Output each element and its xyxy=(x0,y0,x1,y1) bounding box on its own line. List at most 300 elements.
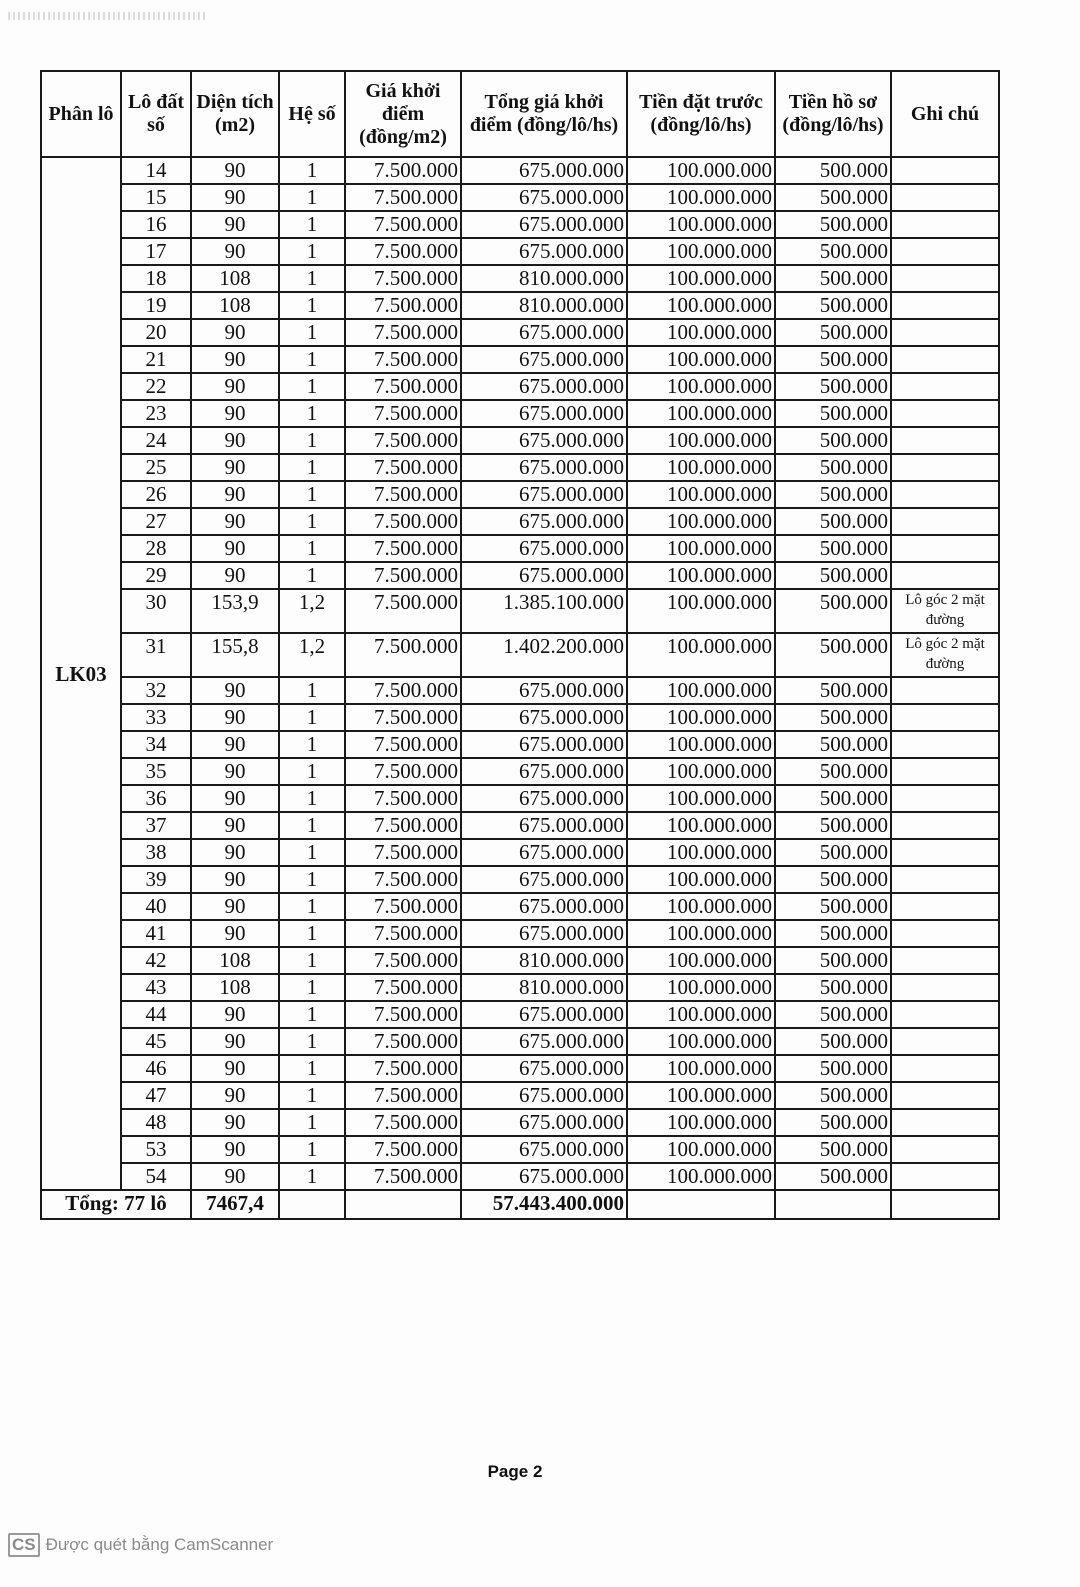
lot-number: 48 xyxy=(121,1109,191,1136)
table-row xyxy=(41,373,999,400)
table-row xyxy=(41,454,999,481)
total-starting-price: 675.000.000 xyxy=(461,427,627,454)
application-fee: 500.000 xyxy=(775,427,891,454)
camscanner-logo-icon: CS xyxy=(8,1533,40,1557)
table-row xyxy=(41,319,999,346)
deposit: 100.000.000 xyxy=(627,758,775,785)
total-starting-price: 675.000.000 xyxy=(461,893,627,920)
total-starting-price: 675.000.000 xyxy=(461,400,627,427)
total-starting-price: 810.000.000 xyxy=(461,265,627,292)
note: Lô góc 2 mặt đường xyxy=(891,589,999,633)
note xyxy=(891,481,999,508)
total-starting-price: 675.000.000 xyxy=(461,1055,627,1082)
deposit: 100.000.000 xyxy=(627,211,775,238)
deposit: 100.000.000 xyxy=(627,535,775,562)
lot-number: 46 xyxy=(121,1055,191,1082)
application-fee: 500.000 xyxy=(775,481,891,508)
application-fee: 500.000 xyxy=(775,785,891,812)
deposit: 100.000.000 xyxy=(627,481,775,508)
table-row xyxy=(41,1136,999,1163)
lot-area: 90 xyxy=(191,1001,279,1028)
deposit: 100.000.000 xyxy=(627,974,775,1001)
note: Lô góc 2 mặt đường xyxy=(891,633,999,677)
total-starting-price: 675.000.000 xyxy=(461,704,627,731)
note xyxy=(891,1028,999,1055)
note xyxy=(891,785,999,812)
deposit: 100.000.000 xyxy=(627,812,775,839)
total-starting-price: 675.000.000 xyxy=(461,184,627,211)
note xyxy=(891,1163,999,1190)
lot-number: 28 xyxy=(121,535,191,562)
total-starting-price: 675.000.000 xyxy=(461,481,627,508)
auction-lot-table xyxy=(40,70,1000,1220)
lot-number: 33 xyxy=(121,704,191,731)
application-fee: 500.000 xyxy=(775,184,891,211)
lot-number: 30 xyxy=(121,589,191,633)
lot-coefficient: 1,2 xyxy=(279,633,345,677)
starting-price-per-m2: 7.500.000 xyxy=(345,454,461,481)
total-starting-price: 675.000.000 xyxy=(461,1082,627,1109)
application-fee: 500.000 xyxy=(775,731,891,758)
deposit: 100.000.000 xyxy=(627,400,775,427)
total-starting-price: 675.000.000 xyxy=(461,866,627,893)
deposit: 100.000.000 xyxy=(627,920,775,947)
application-fee: 500.000 xyxy=(775,265,891,292)
lot-number: 34 xyxy=(121,731,191,758)
deposit: 100.000.000 xyxy=(627,633,775,677)
note xyxy=(891,812,999,839)
application-fee: 500.000 xyxy=(775,238,891,265)
table-row xyxy=(41,893,999,920)
header-row xyxy=(41,71,999,157)
starting-price-per-m2: 7.500.000 xyxy=(345,292,461,319)
note xyxy=(891,974,999,1001)
deposit: 100.000.000 xyxy=(627,866,775,893)
total-starting-price: 675.000.000 xyxy=(461,535,627,562)
application-fee: 500.000 xyxy=(775,633,891,677)
application-fee: 500.000 xyxy=(775,373,891,400)
lot-area: 108 xyxy=(191,947,279,974)
note xyxy=(891,920,999,947)
total-starting-price: 675.000.000 xyxy=(461,920,627,947)
lot-area: 90 xyxy=(191,481,279,508)
lot-coefficient: 1 xyxy=(279,1136,345,1163)
deposit: 100.000.000 xyxy=(627,508,775,535)
starting-price-per-m2: 7.500.000 xyxy=(345,839,461,866)
table-row xyxy=(41,400,999,427)
starting-price-per-m2: 7.500.000 xyxy=(345,947,461,974)
lot-area: 90 xyxy=(191,704,279,731)
starting-price-per-m2: 7.500.000 xyxy=(345,157,461,184)
starting-price-per-m2: 7.500.000 xyxy=(345,1001,461,1028)
total-starting-price: 675.000.000 xyxy=(461,211,627,238)
lot-coefficient: 1 xyxy=(279,947,345,974)
header-tien-ho-so: Tiền hồ sơ (đồng/lô/hs) xyxy=(775,71,891,157)
application-fee: 500.000 xyxy=(775,1109,891,1136)
table-row xyxy=(41,481,999,508)
starting-price-per-m2: 7.500.000 xyxy=(345,974,461,1001)
lot-number: 36 xyxy=(121,785,191,812)
table-row xyxy=(41,346,999,373)
lot-number: 27 xyxy=(121,508,191,535)
application-fee: 500.000 xyxy=(775,974,891,1001)
deposit: 100.000.000 xyxy=(627,265,775,292)
application-fee: 500.000 xyxy=(775,319,891,346)
application-fee: 500.000 xyxy=(775,346,891,373)
deposit: 100.000.000 xyxy=(627,1136,775,1163)
note xyxy=(891,319,999,346)
lot-coefficient: 1 xyxy=(279,346,345,373)
lot-coefficient: 1 xyxy=(279,265,345,292)
starting-price-per-m2: 7.500.000 xyxy=(345,1136,461,1163)
total-starting-price: 675.000.000 xyxy=(461,1136,627,1163)
application-fee: 500.000 xyxy=(775,1163,891,1190)
lot-coefficient: 1 xyxy=(279,785,345,812)
lot-number: 21 xyxy=(121,346,191,373)
lot-coefficient: 1 xyxy=(279,481,345,508)
starting-price-per-m2: 7.500.000 xyxy=(345,400,461,427)
lot-area: 108 xyxy=(191,265,279,292)
lot-coefficient: 1 xyxy=(279,1163,345,1190)
starting-price-per-m2: 7.500.000 xyxy=(345,184,461,211)
lot-coefficient: 1 xyxy=(279,812,345,839)
starting-price-per-m2: 7.500.000 xyxy=(345,373,461,400)
lot-number: 41 xyxy=(121,920,191,947)
starting-price-per-m2: 7.500.000 xyxy=(345,1082,461,1109)
lot-area: 90 xyxy=(191,785,279,812)
note xyxy=(891,758,999,785)
total-price: 57.443.400.000 xyxy=(461,1190,627,1219)
note xyxy=(891,373,999,400)
deposit: 100.000.000 xyxy=(627,292,775,319)
starting-price-per-m2: 7.500.000 xyxy=(345,812,461,839)
total-empty xyxy=(891,1190,999,1219)
lot-coefficient: 1 xyxy=(279,1082,345,1109)
table-row xyxy=(41,920,999,947)
lot-area: 90 xyxy=(191,893,279,920)
lot-area: 90 xyxy=(191,373,279,400)
lot-coefficient: 1 xyxy=(279,400,345,427)
lot-area: 90 xyxy=(191,508,279,535)
total-row xyxy=(41,1190,999,1219)
starting-price-per-m2: 7.500.000 xyxy=(345,589,461,633)
lot-coefficient: 1 xyxy=(279,319,345,346)
lot-number: 26 xyxy=(121,481,191,508)
group-label: LK03 xyxy=(41,157,121,1190)
lot-coefficient: 1 xyxy=(279,454,345,481)
deposit: 100.000.000 xyxy=(627,1109,775,1136)
lot-coefficient: 1 xyxy=(279,866,345,893)
lot-area: 90 xyxy=(191,319,279,346)
starting-price-per-m2: 7.500.000 xyxy=(345,346,461,373)
total-starting-price: 675.000.000 xyxy=(461,1001,627,1028)
page-number: Page 2 xyxy=(487,1462,543,1481)
lot-coefficient: 1 xyxy=(279,920,345,947)
note xyxy=(891,1109,999,1136)
lot-number: 38 xyxy=(121,839,191,866)
deposit: 100.000.000 xyxy=(627,1163,775,1190)
starting-price-per-m2: 7.500.000 xyxy=(345,677,461,704)
starting-price-per-m2: 7.500.000 xyxy=(345,866,461,893)
total-starting-price: 675.000.000 xyxy=(461,238,627,265)
application-fee: 500.000 xyxy=(775,1028,891,1055)
header-phan-lo: Phân lô xyxy=(41,71,121,157)
lot-coefficient: 1 xyxy=(279,893,345,920)
table-row xyxy=(41,1163,999,1190)
application-fee: 500.000 xyxy=(775,866,891,893)
starting-price-per-m2: 7.500.000 xyxy=(345,920,461,947)
application-fee: 500.000 xyxy=(775,677,891,704)
lot-area: 90 xyxy=(191,427,279,454)
table-row xyxy=(41,589,999,633)
note xyxy=(891,677,999,704)
starting-price-per-m2: 7.500.000 xyxy=(345,508,461,535)
note xyxy=(891,400,999,427)
camscanner-text: Được quét bằng CamScanner xyxy=(45,1535,274,1554)
application-fee: 500.000 xyxy=(775,292,891,319)
deposit: 100.000.000 xyxy=(627,373,775,400)
lot-coefficient: 1 xyxy=(279,974,345,1001)
table-row xyxy=(41,974,999,1001)
deposit: 100.000.000 xyxy=(627,731,775,758)
table-row xyxy=(41,731,999,758)
lot-number: 53 xyxy=(121,1136,191,1163)
lot-coefficient: 1 xyxy=(279,427,345,454)
application-fee: 500.000 xyxy=(775,812,891,839)
deposit: 100.000.000 xyxy=(627,1001,775,1028)
application-fee: 500.000 xyxy=(775,562,891,589)
lot-coefficient: 1 xyxy=(279,1001,345,1028)
note xyxy=(891,184,999,211)
total-starting-price: 675.000.000 xyxy=(461,758,627,785)
table-row xyxy=(41,157,999,184)
lot-coefficient: 1 xyxy=(279,184,345,211)
application-fee: 500.000 xyxy=(775,704,891,731)
note xyxy=(891,1055,999,1082)
starting-price-per-m2: 7.500.000 xyxy=(345,1163,461,1190)
table-row xyxy=(41,758,999,785)
lot-area: 108 xyxy=(191,292,279,319)
deposit: 100.000.000 xyxy=(627,785,775,812)
header-dien-tich: Diện tích (m2) xyxy=(191,71,279,157)
table-row xyxy=(41,184,999,211)
note xyxy=(891,292,999,319)
header-he-so: Hệ số xyxy=(279,71,345,157)
deposit: 100.000.000 xyxy=(627,947,775,974)
header-gia-khoi-diem: Giá khởi điểm (đồng/m2) xyxy=(345,71,461,157)
note xyxy=(891,508,999,535)
application-fee: 500.000 xyxy=(775,758,891,785)
total-empty xyxy=(279,1190,345,1219)
lot-number: 45 xyxy=(121,1028,191,1055)
lot-coefficient: 1 xyxy=(279,1055,345,1082)
table-row xyxy=(41,562,999,589)
total-starting-price: 675.000.000 xyxy=(461,346,627,373)
lot-area: 90 xyxy=(191,1136,279,1163)
lot-area: 90 xyxy=(191,866,279,893)
table-row xyxy=(41,427,999,454)
application-fee: 500.000 xyxy=(775,589,891,633)
lot-number: 19 xyxy=(121,292,191,319)
starting-price-per-m2: 7.500.000 xyxy=(345,633,461,677)
note xyxy=(891,839,999,866)
starting-price-per-m2: 7.500.000 xyxy=(345,758,461,785)
total-starting-price: 675.000.000 xyxy=(461,508,627,535)
total-starting-price: 675.000.000 xyxy=(461,157,627,184)
note xyxy=(891,704,999,731)
lot-area: 90 xyxy=(191,839,279,866)
table-row xyxy=(41,211,999,238)
note xyxy=(891,562,999,589)
starting-price-per-m2: 7.500.000 xyxy=(345,704,461,731)
total-starting-price: 810.000.000 xyxy=(461,974,627,1001)
application-fee: 500.000 xyxy=(775,211,891,238)
starting-price-per-m2: 7.500.000 xyxy=(345,731,461,758)
note xyxy=(891,238,999,265)
lot-number: 22 xyxy=(121,373,191,400)
lot-coefficient: 1 xyxy=(279,731,345,758)
lot-area: 90 xyxy=(191,920,279,947)
table-row xyxy=(41,866,999,893)
starting-price-per-m2: 7.500.000 xyxy=(345,481,461,508)
total-starting-price: 675.000.000 xyxy=(461,1028,627,1055)
starting-price-per-m2: 7.500.000 xyxy=(345,319,461,346)
starting-price-per-m2: 7.500.000 xyxy=(345,1055,461,1082)
deposit: 100.000.000 xyxy=(627,346,775,373)
application-fee: 500.000 xyxy=(775,400,891,427)
application-fee: 500.000 xyxy=(775,839,891,866)
lot-area: 90 xyxy=(191,184,279,211)
lot-area: 153,9 xyxy=(191,589,279,633)
lot-number: 14 xyxy=(121,157,191,184)
application-fee: 500.000 xyxy=(775,1001,891,1028)
total-starting-price: 1.402.200.000 xyxy=(461,633,627,677)
note xyxy=(891,866,999,893)
lot-area: 155,8 xyxy=(191,633,279,677)
total-starting-price: 675.000.000 xyxy=(461,454,627,481)
lot-area: 90 xyxy=(191,1055,279,1082)
table-row xyxy=(41,1055,999,1082)
deposit: 100.000.000 xyxy=(627,562,775,589)
starting-price-per-m2: 7.500.000 xyxy=(345,1109,461,1136)
note xyxy=(891,454,999,481)
total-starting-price: 675.000.000 xyxy=(461,785,627,812)
total-starting-price: 675.000.000 xyxy=(461,677,627,704)
lot-area: 90 xyxy=(191,812,279,839)
deposit: 100.000.000 xyxy=(627,157,775,184)
note xyxy=(891,893,999,920)
lot-number: 20 xyxy=(121,319,191,346)
lot-number: 24 xyxy=(121,427,191,454)
starting-price-per-m2: 7.500.000 xyxy=(345,562,461,589)
deposit: 100.000.000 xyxy=(627,238,775,265)
lot-number: 47 xyxy=(121,1082,191,1109)
application-fee: 500.000 xyxy=(775,893,891,920)
deposit: 100.000.000 xyxy=(627,319,775,346)
note xyxy=(891,265,999,292)
lot-number: 54 xyxy=(121,1163,191,1190)
table-row xyxy=(41,1001,999,1028)
table-row xyxy=(41,633,999,677)
total-area: 7467,4 xyxy=(191,1190,279,1219)
lot-number: 16 xyxy=(121,211,191,238)
lot-coefficient: 1 xyxy=(279,211,345,238)
lot-number: 35 xyxy=(121,758,191,785)
table-row xyxy=(41,839,999,866)
application-fee: 500.000 xyxy=(775,1055,891,1082)
lot-number: 18 xyxy=(121,265,191,292)
table-row xyxy=(41,785,999,812)
note xyxy=(891,157,999,184)
note xyxy=(891,346,999,373)
table-row xyxy=(41,1109,999,1136)
lot-coefficient: 1 xyxy=(279,839,345,866)
lot-area: 90 xyxy=(191,211,279,238)
deposit: 100.000.000 xyxy=(627,1055,775,1082)
lot-number: 40 xyxy=(121,893,191,920)
lot-number: 31 xyxy=(121,633,191,677)
application-fee: 500.000 xyxy=(775,947,891,974)
total-starting-price: 675.000.000 xyxy=(461,373,627,400)
lot-number: 37 xyxy=(121,812,191,839)
starting-price-per-m2: 7.500.000 xyxy=(345,265,461,292)
total-starting-price: 675.000.000 xyxy=(461,562,627,589)
lot-coefficient: 1 xyxy=(279,677,345,704)
deposit: 100.000.000 xyxy=(627,704,775,731)
total-starting-price: 810.000.000 xyxy=(461,292,627,319)
lot-number: 29 xyxy=(121,562,191,589)
deposit: 100.000.000 xyxy=(627,1028,775,1055)
table-row xyxy=(41,1028,999,1055)
lot-number: 23 xyxy=(121,400,191,427)
application-fee: 500.000 xyxy=(775,1136,891,1163)
table-row xyxy=(41,238,999,265)
starting-price-per-m2: 7.500.000 xyxy=(345,211,461,238)
scan-noise xyxy=(8,12,208,20)
starting-price-per-m2: 7.500.000 xyxy=(345,427,461,454)
camscanner-watermark xyxy=(8,1533,273,1557)
lot-area: 90 xyxy=(191,238,279,265)
deposit: 100.000.000 xyxy=(627,893,775,920)
total-empty xyxy=(627,1190,775,1219)
lot-number: 32 xyxy=(121,677,191,704)
application-fee: 500.000 xyxy=(775,157,891,184)
total-starting-price: 675.000.000 xyxy=(461,1109,627,1136)
lot-area: 90 xyxy=(191,1109,279,1136)
total-starting-price: 675.000.000 xyxy=(461,731,627,758)
lot-coefficient: 1 xyxy=(279,238,345,265)
lot-coefficient: 1 xyxy=(279,704,345,731)
header-tien-dat-truoc: Tiền đặt trước (đồng/lô/hs) xyxy=(627,71,775,157)
note xyxy=(891,211,999,238)
total-starting-price: 810.000.000 xyxy=(461,947,627,974)
application-fee: 500.000 xyxy=(775,454,891,481)
lot-coefficient: 1 xyxy=(279,373,345,400)
lot-coefficient: 1 xyxy=(279,292,345,319)
deposit: 100.000.000 xyxy=(627,184,775,211)
table-row xyxy=(41,947,999,974)
deposit: 100.000.000 xyxy=(627,839,775,866)
lot-area: 90 xyxy=(191,535,279,562)
total-starting-price: 675.000.000 xyxy=(461,839,627,866)
lot-number: 39 xyxy=(121,866,191,893)
lot-number: 25 xyxy=(121,454,191,481)
lot-coefficient: 1 xyxy=(279,1028,345,1055)
table-row xyxy=(41,704,999,731)
table-row xyxy=(41,508,999,535)
lot-number: 17 xyxy=(121,238,191,265)
note xyxy=(891,1136,999,1163)
